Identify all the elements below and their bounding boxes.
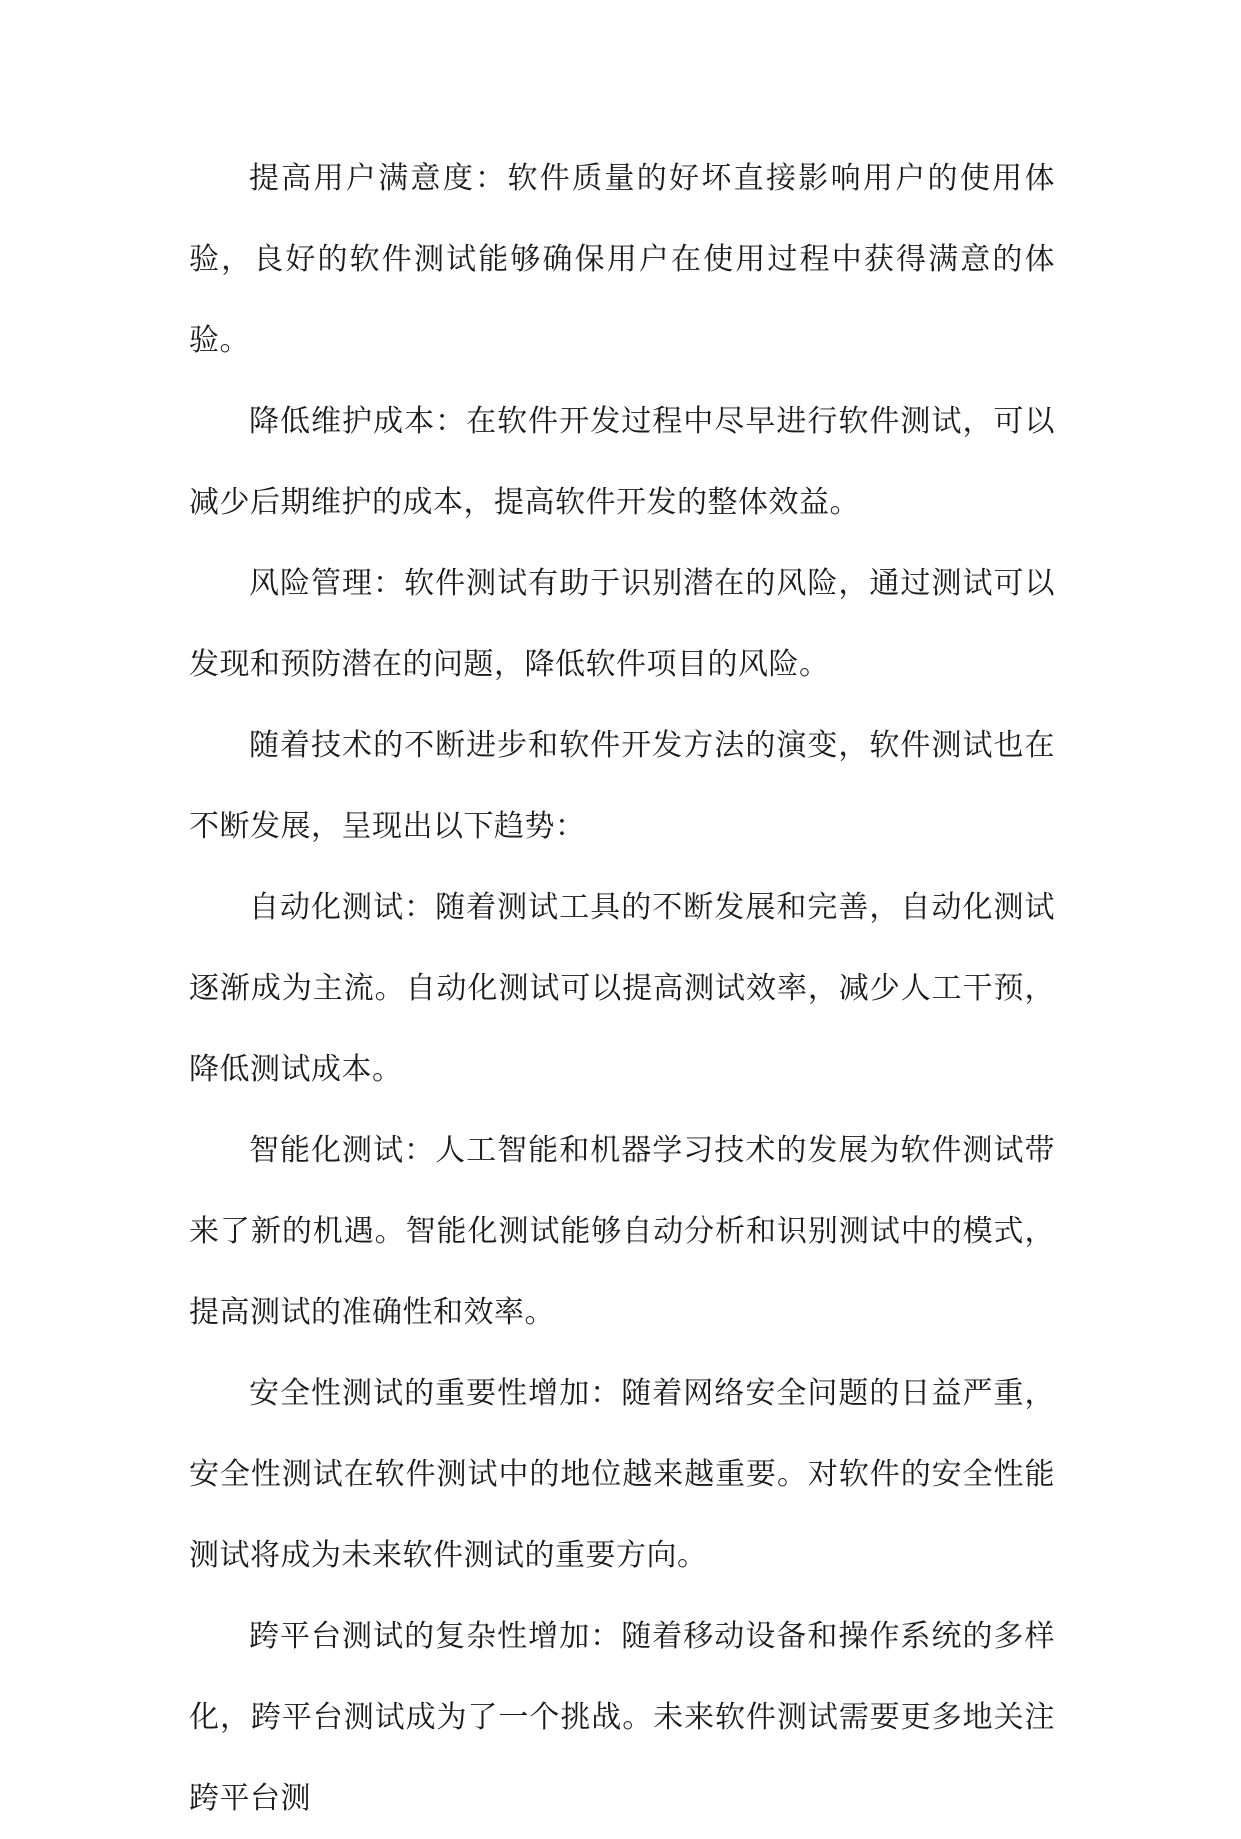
paragraph-intelligent-testing: 智能化测试：人工智能和机器学习技术的发展为软件测试带来了新的机遇。智能化测试能够自动分析和识别测试中的模式，提高测试的准确性和效率。 [189, 1133, 1055, 1330]
paragraph-cross-platform-testing: 跨平台测试的复杂性增加：随着移动设备和操作系统的多样化，跨平台测试成为了一个挑战。未来软件测试需要更多地关注跨平台测 [189, 1619, 1055, 1816]
paragraph-risk-management: 风险管理：软件测试有助于识别潜在的风险，通过测试可以发现和预防潜在的问题，降低软件项目的风险。 [189, 566, 1055, 682]
document-body [189, 138, 1055, 1839]
paragraph-user-satisfaction: 提高用户满意度：软件质量的好坏直接影响用户的使用体验，良好的软件测试能够确保用户在使用过程中获得满意的体验。 [189, 161, 1055, 358]
paragraph-security-testing: 安全性测试的重要性增加：随着网络安全问题的日益严重，安全性测试在软件测试中的地位越来越重要。对软件的安全性能测试将成为未来软件测试的重要方向。 [189, 1376, 1055, 1573]
paragraph-maintenance-cost: 降低维护成本：在软件开发过程中尽早进行软件测试，可以减少后期维护的成本，提高软件开发的整体效益。 [189, 404, 1055, 520]
paragraph-trends-intro: 随着技术的不断进步和软件开发方法的演变，软件测试也在不断发展，呈现出以下趋势： [189, 728, 1055, 844]
paragraph-automated-testing: 自动化测试：随着测试工具的不断发展和完善，自动化测试逐渐成为主流。自动化测试可以提高测试效率，减少人工干预，降低测试成本。 [189, 890, 1055, 1087]
